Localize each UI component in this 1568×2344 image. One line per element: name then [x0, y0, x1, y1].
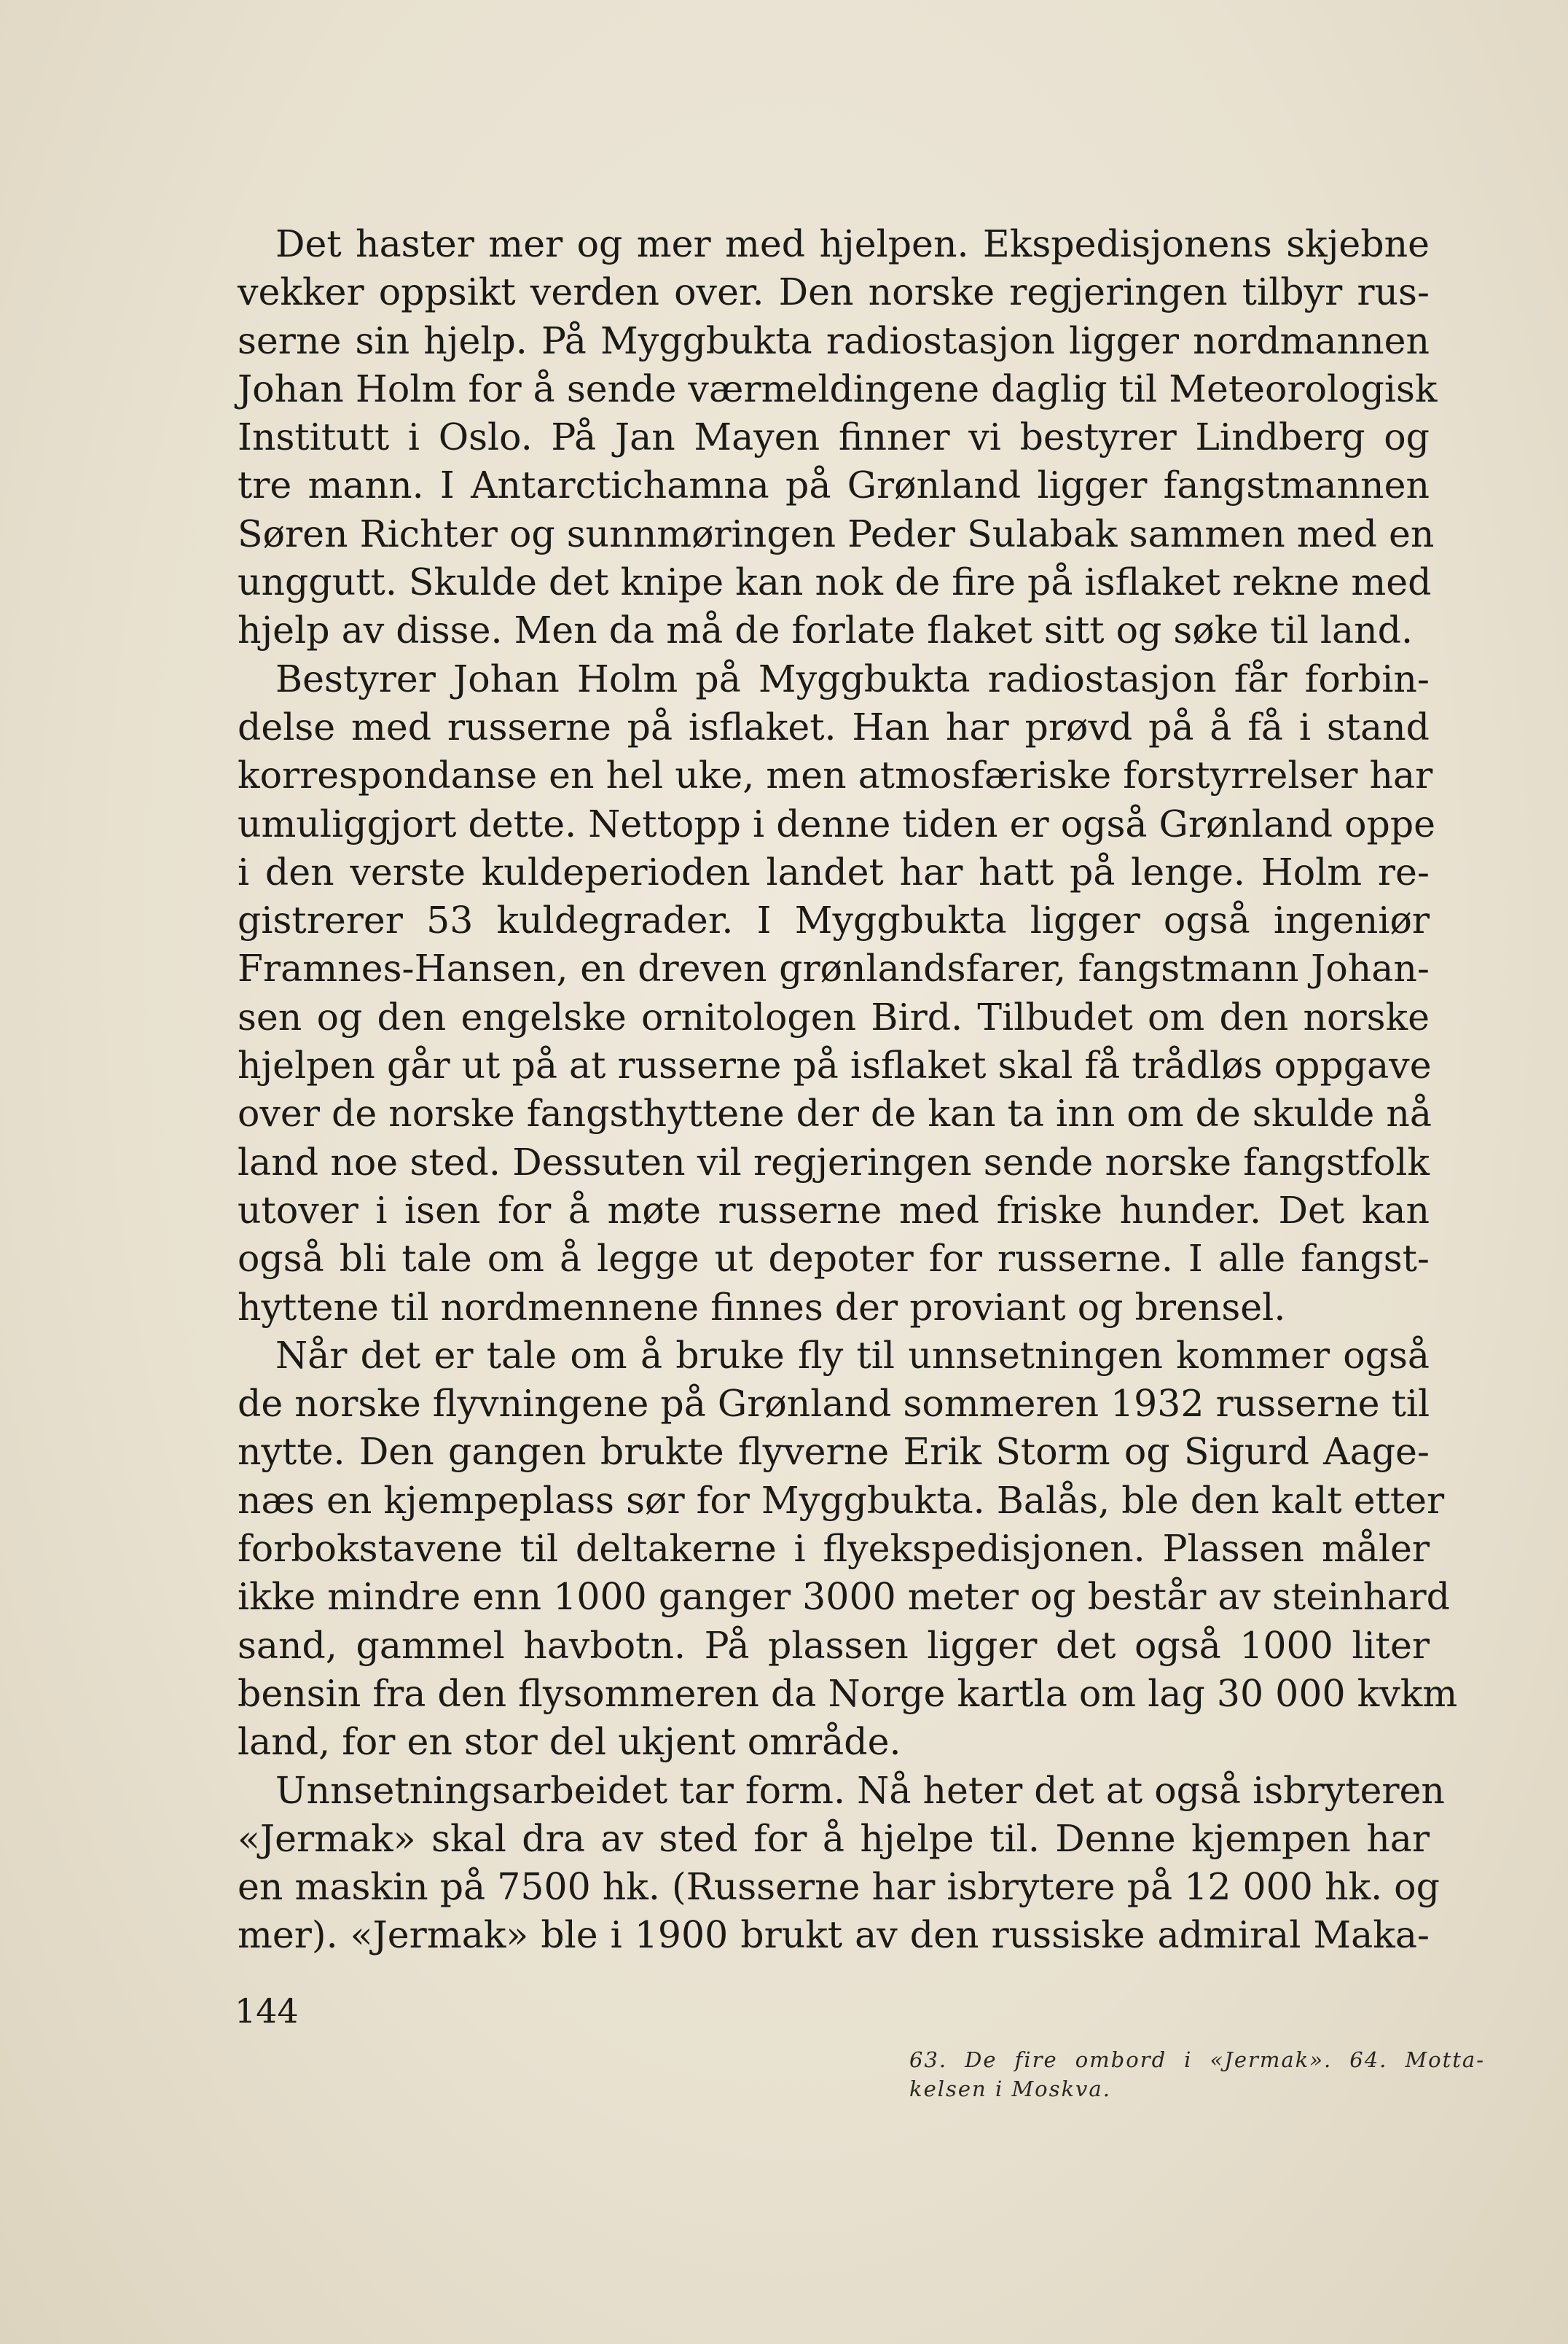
text-line: Søren Richter og sunnmøringen Peder Sulabak sammen med en — [238, 512, 1435, 555]
text-line: vekker oppsikt verden over. Den norske regjeringen tilbyr rus- — [238, 270, 1430, 314]
text-line: Når det er tale om å bruke fly til unnsetningen kommer også — [275, 1333, 1430, 1377]
text-line: Institutt i Oslo. På Jan Mayen finner vi bestyrer Lindberg og — [238, 415, 1430, 459]
caption-line: 63. De fire ombord i «Jermak». 64. Motta- — [909, 2047, 1485, 2072]
text-line: de norske flyvningene på Grønland sommeren 1932 russerne til — [238, 1382, 1430, 1426]
text-line: umuliggjort dette. Nettopp i denne tiden er også Grønland oppe — [238, 802, 1436, 845]
body-text — [238, 220, 1458, 1960]
text-line: ikke mindre enn 1000 ganger 3000 meter og består av steinhard — [238, 1575, 1450, 1619]
text-line: Det haster mer og mer med hjelpen. Ekspedisjonens skjebne — [275, 222, 1430, 265]
caption-line: kelsen i Moskva. — [909, 2077, 1111, 2101]
text-line: næs en kjempeplass sør for Myggbukta. Balås, ble den kalt etter — [238, 1478, 1445, 1522]
text-line: land, for en stor del ukjent område. — [238, 1720, 901, 1764]
text-line: bensin fra den flysommeren da Norge kartla om lag 30 000 kvkm — [238, 1671, 1458, 1715]
text-line: serne sin hjelp. På Myggbukta radiostasjon ligger nordmannen — [238, 319, 1430, 362]
text-line: nytte. Den gangen brukte flyverne Erik Storm og Sigurd Aage- — [238, 1430, 1430, 1474]
text-line: Unnsetningsarbeidet tar form. Nå heter det at også isbryteren — [275, 1768, 1445, 1812]
text-line: tre mann. I Antarctichamna på Grønland ligger fangstmannen — [238, 464, 1430, 507]
text-line: over de norske fangsthyttene der de kan ta inn om de skulde nå — [238, 1092, 1432, 1136]
text-line: utover i isen for å møte russerne med friske hunder. Det kan — [238, 1188, 1430, 1232]
text-line: mer). «Jermak» ble i 1900 brukt av den russiske admiral Maka- — [238, 1913, 1430, 1957]
text-line: «Jermak» skal dra av sted for å hjelpe til. Denne kjempen har — [238, 1816, 1430, 1860]
page-number: 144 — [235, 1991, 299, 2031]
text-line: hjelp av disse. Men da må de forlate flaket sitt og søke til land. — [238, 609, 1414, 652]
text-line: i den verste kuldeperioden landet har hatt på lenge. Holm re- — [238, 850, 1430, 894]
figure-caption — [909, 2045, 1485, 2103]
text-line: unggutt. Skulde det knipe kan nok de fire på isflaket rekne med — [238, 560, 1432, 604]
text-line: forbokstavene til deltakerne i flyekspedisjonen. Plassen måler — [238, 1527, 1430, 1571]
text-line: sen og den engelske ornitologen Bird. Tilbudet om den norske — [238, 995, 1430, 1039]
text-line: hjelpen går ut på at russerne på isflaket skal få trådløs oppgave — [238, 1044, 1432, 1087]
text-line: Bestyrer Johan Holm på Myggbukta radiostasjon får forbin- — [275, 657, 1430, 700]
text-line: en maskin på 7500 hk. (Russerne har isbrytere på 12 000 hk. og — [238, 1865, 1440, 1909]
text-line: Johan Holm for å sende værmeldingene daglig til Meteorologisk — [238, 367, 1438, 410]
text-line: delse med russerne på isflaket. Han har prøvd på å få i stand — [238, 705, 1430, 749]
text-line: korrespondanse en hel uke, men atmosfæriske forstyrrelser har — [238, 754, 1433, 797]
text-line: hyttene til nordmennene finnes der proviant og brensel. — [238, 1285, 1286, 1329]
text-line: sand, gammel havbotn. På plassen ligger det også 1000 liter — [238, 1623, 1430, 1667]
text-line: land noe sted. Dessuten vil regjeringen sende norske fangstfolk — [238, 1140, 1430, 1184]
text-line: gistrerer 53 kuldegrader. I Myggbukta ligger også ingeniør — [238, 899, 1430, 942]
text-line: Framnes-Hansen, en dreven grønlandsfarer, fangstmann Johan- — [238, 947, 1430, 991]
text-line: også bli tale om å legge ut depoter for russerne. I alle fangst- — [238, 1237, 1430, 1281]
